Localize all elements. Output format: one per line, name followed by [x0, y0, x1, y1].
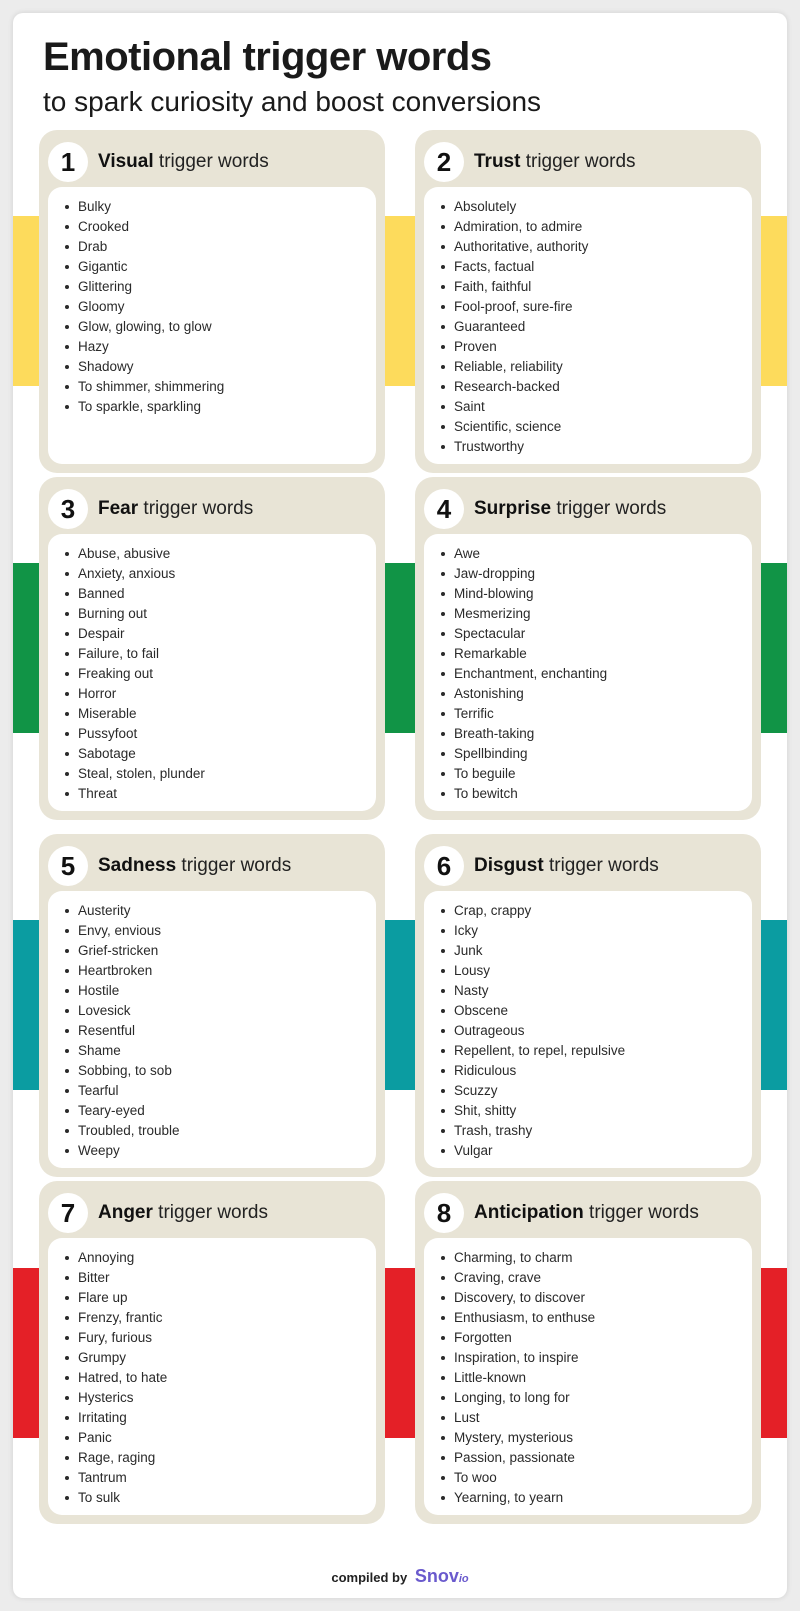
list-item: Passion, passionate — [454, 1448, 752, 1468]
card-number: 4 — [424, 489, 464, 529]
list-item: Miserable — [78, 704, 376, 724]
card-title-bold: Disgust — [474, 855, 544, 876]
word-list — [48, 1238, 376, 1508]
card-anticipation — [415, 1181, 761, 1524]
word-list — [424, 891, 752, 1161]
list-item: Hatred, to hate — [78, 1368, 376, 1388]
brand-name: Snov — [414, 1566, 459, 1586]
list-item: Facts, factual — [454, 257, 752, 277]
card-body — [424, 534, 752, 811]
list-item: Annoying — [78, 1248, 376, 1268]
list-item: Sobbing, to sob — [78, 1061, 376, 1081]
card-header — [424, 1190, 752, 1236]
card-title — [98, 855, 291, 877]
list-item: Charming, to charm — [454, 1248, 752, 1268]
page-subtitle: to spark curiosity and boost conversions — [43, 86, 542, 117]
list-item: Despair — [78, 624, 376, 644]
list-item: Terrific — [454, 704, 752, 724]
word-list — [48, 534, 376, 804]
list-item: Enchantment, enchanting — [454, 664, 752, 684]
list-item: Freaking out — [78, 664, 376, 684]
card-number: 5 — [48, 846, 88, 886]
card-header — [48, 843, 376, 889]
list-item: To bewitch — [454, 784, 752, 804]
list-item: Teary-eyed — [78, 1101, 376, 1121]
list-item: Abuse, abusive — [78, 544, 376, 564]
list-item: Failure, to fail — [78, 644, 376, 664]
card-number: 3 — [48, 489, 88, 529]
card-title-bold: Anger — [98, 1202, 153, 1223]
card-title-suffix: trigger words — [176, 855, 292, 876]
list-item: Icky — [454, 921, 752, 941]
card-disgust — [415, 834, 761, 1177]
list-item: Bitter — [78, 1268, 376, 1288]
list-item: Rage, raging — [78, 1448, 376, 1468]
list-item: Lousy — [454, 961, 752, 981]
infographic-page — [13, 13, 787, 1598]
list-item: Remarkable — [454, 644, 752, 664]
list-item: Vulgar — [454, 1141, 752, 1161]
list-item: Threat — [78, 784, 376, 804]
list-item: Panic — [78, 1428, 376, 1448]
stripe-row2-right — [761, 563, 787, 733]
list-item: Pussyfoot — [78, 724, 376, 744]
list-item: Hostile — [78, 981, 376, 1001]
card-number: 1 — [48, 142, 88, 182]
list-item: To beguile — [454, 764, 752, 784]
list-item: Irritating — [78, 1408, 376, 1428]
list-item: Grief-stricken — [78, 941, 376, 961]
card-title-suffix: trigger words — [583, 1202, 699, 1223]
word-list — [48, 187, 376, 417]
list-item: Austerity — [78, 901, 376, 921]
list-item: Astonishing — [454, 684, 752, 704]
card-body — [424, 891, 752, 1168]
list-item: Gigantic — [78, 257, 376, 277]
stripe-row4-left — [13, 1268, 39, 1438]
list-item: Faith, faithful — [454, 277, 752, 297]
list-item: Ridiculous — [454, 1061, 752, 1081]
list-item: Weepy — [78, 1141, 376, 1161]
list-item: Junk — [454, 941, 752, 961]
list-item: Saint — [454, 397, 752, 417]
list-item: Frenzy, frantic — [78, 1308, 376, 1328]
stripe-row2-mid — [385, 563, 415, 733]
list-item: Authoritative, authority — [454, 237, 752, 257]
card-title — [98, 498, 253, 520]
page-title: Emotional trigger words — [43, 35, 492, 79]
card-title-suffix: trigger words — [153, 151, 269, 172]
list-item: Crooked — [78, 217, 376, 237]
card-title-bold: Trust — [474, 151, 521, 172]
list-item: To sparkle, sparkling — [78, 397, 376, 417]
list-item: Enthusiasm, to enthuse — [454, 1308, 752, 1328]
list-item: Horror — [78, 684, 376, 704]
stripe-row2-left — [13, 563, 39, 733]
stripe-row4-mid — [385, 1268, 415, 1438]
card-header — [424, 486, 752, 532]
list-item: Bulky — [78, 197, 376, 217]
list-item: Fool-proof, sure-fire — [454, 297, 752, 317]
card-title-suffix: trigger words — [138, 498, 254, 519]
stripe-row3-left — [13, 920, 39, 1090]
list-item: Hysterics — [78, 1388, 376, 1408]
list-item: To sulk — [78, 1488, 376, 1508]
card-title-bold: Sadness — [98, 855, 177, 876]
list-item: Troubled, trouble — [78, 1121, 376, 1141]
card-header — [424, 843, 752, 889]
list-item: Obscene — [454, 1001, 752, 1021]
card-surprise — [415, 477, 761, 820]
list-item: Inspiration, to inspire — [454, 1348, 752, 1368]
list-item: Crap, crappy — [454, 901, 752, 921]
list-item: Research-backed — [454, 377, 752, 397]
list-item: Spellbinding — [454, 744, 752, 764]
card-fear — [39, 477, 385, 820]
list-item: Scuzzy — [454, 1081, 752, 1101]
card-title-bold: Anticipation — [474, 1202, 584, 1223]
list-item: Shadowy — [78, 357, 376, 377]
list-item: Mind-blowing — [454, 584, 752, 604]
card-body — [48, 891, 376, 1168]
list-item: To woo — [454, 1468, 752, 1488]
list-item: Heartbroken — [78, 961, 376, 981]
card-number: 7 — [48, 1193, 88, 1233]
list-item: Gloomy — [78, 297, 376, 317]
card-number: 8 — [424, 1193, 464, 1233]
list-item: Admiration, to admire — [454, 217, 752, 237]
card-title-suffix: trigger words — [520, 151, 636, 172]
stripe-row1-right — [761, 216, 787, 386]
list-item: Steal, stolen, plunder — [78, 764, 376, 784]
word-list — [424, 534, 752, 804]
list-item: Banned — [78, 584, 376, 604]
list-item: Nasty — [454, 981, 752, 1001]
list-item: Tantrum — [78, 1468, 376, 1488]
card-title-suffix: trigger words — [551, 498, 667, 519]
footer-prefix: compiled by — [331, 1570, 408, 1585]
list-item: Absolutely — [454, 197, 752, 217]
list-item: Sabotage — [78, 744, 376, 764]
card-header — [48, 1190, 376, 1236]
stripe-row3-mid — [385, 920, 415, 1090]
stripe-row1-mid — [385, 216, 415, 386]
list-item: Lovesick — [78, 1001, 376, 1021]
card-body — [48, 1238, 376, 1515]
card-title — [474, 1202, 699, 1224]
list-item: Trustworthy — [454, 437, 752, 457]
card-anger — [39, 1181, 385, 1524]
list-item: To shimmer, shimmering — [78, 377, 376, 397]
word-list — [48, 891, 376, 1161]
card-number: 2 — [424, 142, 464, 182]
list-item: Grumpy — [78, 1348, 376, 1368]
list-item: Envy, envious — [78, 921, 376, 941]
card-header — [48, 486, 376, 532]
list-item: Burning out — [78, 604, 376, 624]
stripe-row4-right — [761, 1268, 787, 1438]
list-item: Outrageous — [454, 1021, 752, 1041]
card-title-suffix: trigger words — [152, 1202, 269, 1223]
word-list — [424, 187, 752, 457]
list-item: Breath-taking — [454, 724, 752, 744]
card-number: 6 — [424, 846, 464, 886]
card-sadness — [39, 834, 385, 1177]
card-title — [98, 1202, 268, 1224]
list-item: Anxiety, anxious — [78, 564, 376, 584]
card-body — [48, 187, 376, 464]
list-item: Flare up — [78, 1288, 376, 1308]
list-item: Mesmerizing — [454, 604, 752, 624]
card-header — [424, 139, 752, 185]
card-header — [48, 139, 376, 185]
list-item: Discovery, to discover — [454, 1288, 752, 1308]
stripe-row3-right — [761, 920, 787, 1090]
list-item: Glittering — [78, 277, 376, 297]
list-item: Awe — [454, 544, 752, 564]
list-item: Jaw-dropping — [454, 564, 752, 584]
list-item: Craving, crave — [454, 1268, 752, 1288]
card-body — [424, 1238, 752, 1515]
list-item: Hazy — [78, 337, 376, 357]
card-title-bold: Fear — [98, 498, 139, 519]
list-item: Repellent, to repel, repulsive — [454, 1041, 752, 1061]
card-trust — [415, 130, 761, 473]
list-item: Mystery, mysterious — [454, 1428, 752, 1448]
snovio-logo — [415, 1566, 469, 1586]
list-item: Reliable, reliability — [454, 357, 752, 377]
list-item: Scientific, science — [454, 417, 752, 437]
card-title — [474, 498, 666, 520]
list-item: Spectacular — [454, 624, 752, 644]
list-item: Yearning, to yearn — [454, 1488, 752, 1508]
list-item: Proven — [454, 337, 752, 357]
list-item: Shit, shitty — [454, 1101, 752, 1121]
list-item: Shame — [78, 1041, 376, 1061]
list-item: Drab — [78, 237, 376, 257]
list-item: Resentful — [78, 1021, 376, 1041]
list-item: Guaranteed — [454, 317, 752, 337]
list-item: Glow, glowing, to glow — [78, 317, 376, 337]
stripe-row1-left — [13, 216, 39, 386]
brand-suffix: io — [458, 1573, 469, 1585]
card-body — [48, 534, 376, 811]
footer-credit — [13, 1566, 787, 1587]
list-item: Trash, trashy — [454, 1121, 752, 1141]
card-title — [474, 855, 659, 877]
card-title — [98, 151, 269, 173]
list-item: Tearful — [78, 1081, 376, 1101]
card-title-bold: Surprise — [474, 498, 552, 519]
card-title-bold: Visual — [98, 151, 154, 172]
card-title-suffix: trigger words — [543, 855, 659, 876]
card-title — [474, 151, 636, 173]
list-item: Little-known — [454, 1368, 752, 1388]
list-item: Fury, furious — [78, 1328, 376, 1348]
list-item: Lust — [454, 1408, 752, 1428]
list-item: Longing, to long for — [454, 1388, 752, 1408]
card-visual — [39, 130, 385, 473]
word-list — [424, 1238, 752, 1508]
list-item: Forgotten — [454, 1328, 752, 1348]
card-body — [424, 187, 752, 464]
